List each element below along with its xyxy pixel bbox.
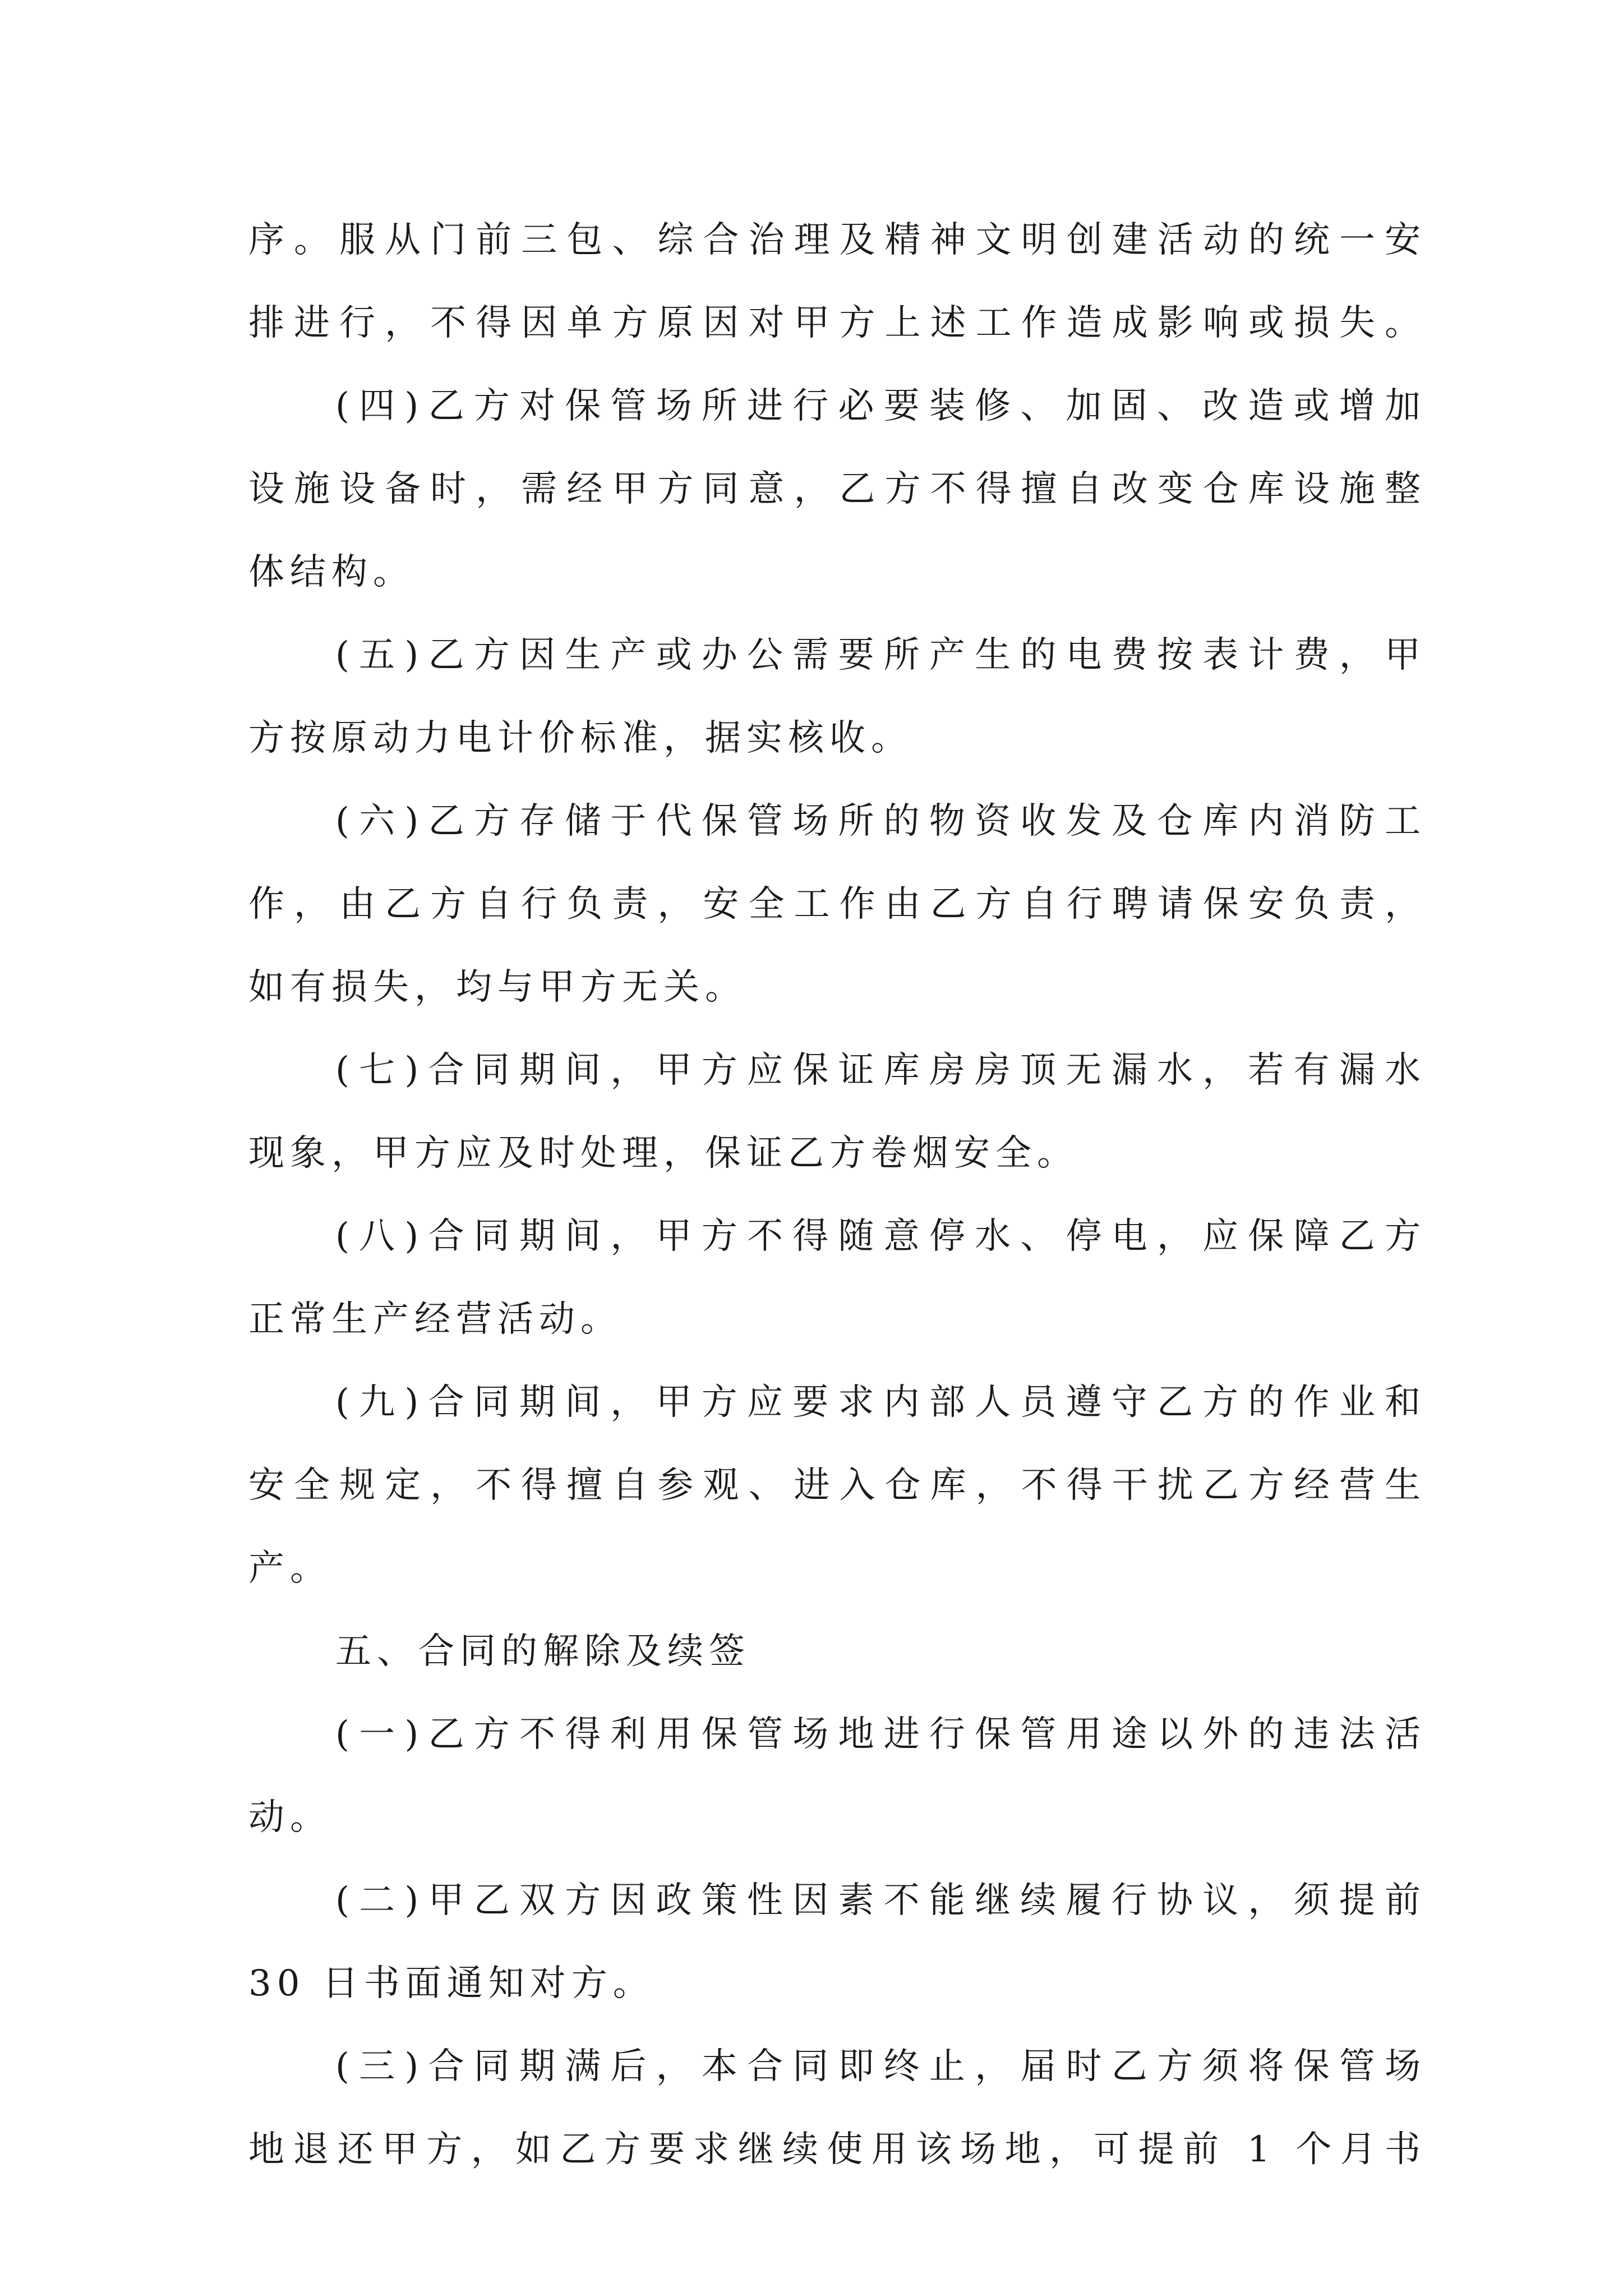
clause-1-heading: (一)乙方不得利用保管场地进行保管用途以外的违法活 (335, 1714, 1426, 1755)
text-line: 30 日书面通知对方。 (248, 1963, 654, 2004)
paragraph-4-heading: (四)乙方对保管场所进行必要装修、加固、改造或增加 (335, 385, 1426, 427)
text-line: 动。 (248, 1797, 331, 1838)
text-line: 产。 (248, 1548, 331, 1589)
paragraph-5-heading: (五)乙方因生产或办公需要所产生的电费按表计费，甲 (335, 634, 1426, 676)
text-line: 体结构。 (248, 551, 414, 593)
paragraph-8-heading: (八)合同期间，甲方不得随意停水、停电，应保障乙方 (335, 1216, 1426, 1257)
clause-3-heading: (三)合同期满后，本合同即终止，届时乙方须将保管场 (335, 2046, 1426, 2087)
text-line: 如有损失，均与甲方无关。 (248, 967, 746, 1008)
clause-2-heading: (二)甲乙双方因政策性因素不能继续履行协议，须提前 (335, 1880, 1426, 1921)
text-line: 安全规定，不得擅自参观、进入仓库，不得干扰乙方经营生 (248, 1465, 1426, 1506)
paragraph-6-heading: (六)乙方存储于代保管场所的物资收发及仓库内消防工 (335, 800, 1426, 842)
paragraph-9-heading: (九)合同期间，甲方应要求内部人员遵守乙方的作业和 (335, 1382, 1426, 1423)
text-line: 现象，甲方应及时处理，保证乙方卷烟安全。 (248, 1133, 1078, 1174)
paragraph-7-heading: (七)合同期间，甲方应保证库房房顶无漏水，若有漏水 (335, 1050, 1426, 1091)
text-line: 排进行，不得因单方原因对甲方上述工作造成影响或损失。 (248, 302, 1426, 344)
text-line: 正常生产经营活动。 (248, 1299, 622, 1340)
text-line: 设施设备时，需经甲方同意，乙方不得擅自改变仓库设施整 (248, 468, 1426, 510)
text-line: 序。服从门前三包、综合治理及精神文明创建活动的统一安 (248, 219, 1426, 261)
text-line: 方按原动力电计价标准，据实核收。 (248, 717, 912, 759)
text-line: 地退还甲方，如乙方要求继续使用该场地，可提前 1 个月书 (248, 2129, 1426, 2170)
text-line: 作，由乙方自行负责，安全工作由乙方自行聘请保安负责， (248, 884, 1426, 925)
section-heading: 五、合同的解除及续签 (335, 1631, 750, 1672)
